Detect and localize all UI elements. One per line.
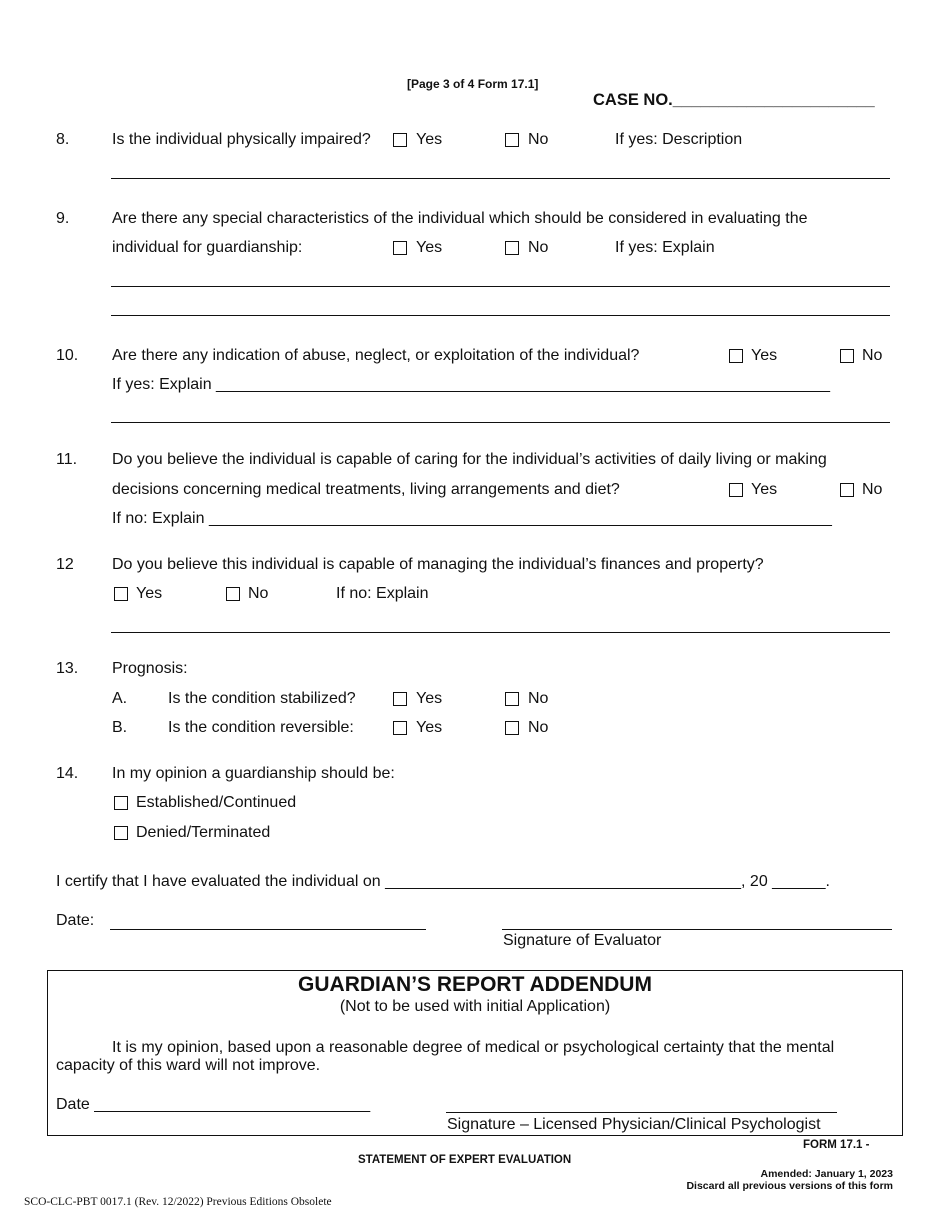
certification-date-field[interactable]: I certify that I have evaluated the individual on ________________________________________, 20 ______. <box>56 873 830 890</box>
yes-label: Yes <box>751 481 778 498</box>
question-text-continued: decisions concerning medical treatments, living arrangements and diet? <box>112 481 620 498</box>
question-number: 8. <box>56 131 70 148</box>
explain-label: If yes: Explain <box>615 239 715 256</box>
q11-explain-field[interactable]: If no: Explain ______________________________________________________________________ <box>112 510 832 527</box>
form-statement: STATEMENT OF EXPERT EVALUATION <box>358 1154 572 1166</box>
question-text-continued: individual for guardianship: <box>112 239 303 256</box>
question-number: 10. <box>56 347 79 364</box>
option-label: Denied/Terminated <box>136 824 271 841</box>
page-indicator: [Page 3 of 4 Form 17.1] <box>407 77 539 91</box>
q13a-yes-checkbox[interactable] <box>393 692 407 706</box>
question-text: Is the condition stabilized? <box>168 690 356 707</box>
no-label: No <box>528 690 549 707</box>
q10-no-checkbox[interactable] <box>840 349 854 363</box>
item-letter: A. <box>112 690 128 707</box>
q10-explain-line-2[interactable] <box>111 422 890 423</box>
date-label: Date: <box>56 912 95 929</box>
explain-label: If no: Explain <box>336 585 429 602</box>
denied-terminated-checkbox[interactable] <box>114 826 128 840</box>
no-label: No <box>528 239 549 256</box>
yes-label: Yes <box>751 347 778 364</box>
yes-label: Yes <box>416 690 443 707</box>
no-label: No <box>528 131 549 148</box>
question-number: 14. <box>56 765 79 782</box>
yes-label: Yes <box>416 131 443 148</box>
q10-explain-field[interactable]: If yes: Explain _____________________________________________________________________ <box>112 376 831 393</box>
discard-notice: Discard all previous versions of this form <box>686 1180 893 1192</box>
q11-no-checkbox[interactable] <box>840 483 854 497</box>
question-text: Do you believe the individual is capable of caring for the individual’s activities of daily living or making <box>112 451 827 468</box>
question-text: Is the individual physically impaired? <box>112 131 371 148</box>
q12-yes-checkbox[interactable] <box>114 587 128 601</box>
yes-label: Yes <box>136 585 163 602</box>
no-label: No <box>248 585 269 602</box>
signature-label: Signature of Evaluator <box>503 932 662 949</box>
no-label: No <box>862 481 883 498</box>
q9-explain-line-1[interactable] <box>111 286 890 287</box>
q12-no-checkbox[interactable] <box>226 587 240 601</box>
form-number: FORM 17.1 - <box>803 1139 870 1151</box>
question-number: 12 <box>56 556 74 573</box>
q13b-no-checkbox[interactable] <box>505 721 519 735</box>
amended-date: Amended: January 1, 2023 <box>760 1168 893 1180</box>
q8-no-checkbox[interactable] <box>505 133 519 147</box>
form-code: SCO-CLC-PBT 0017.1 (Rev. 12/2022) Previous Editions Obsolete <box>24 1196 332 1208</box>
question-text: In my opinion a guardianship should be: <box>112 765 395 782</box>
prognosis-label: Prognosis: <box>112 660 188 677</box>
q13a-no-checkbox[interactable] <box>505 692 519 706</box>
q9-explain-line-2[interactable] <box>111 315 890 316</box>
addendum-signature-line[interactable] <box>446 1112 837 1113</box>
addendum-title: GUARDIAN’S REPORT ADDENDUM <box>298 973 652 996</box>
q13b-yes-checkbox[interactable] <box>393 721 407 735</box>
question-text: Are there any indication of abuse, neglect, or exploitation of the individual? <box>112 347 640 364</box>
q12-explain-line[interactable] <box>111 632 890 633</box>
q8-yes-checkbox[interactable] <box>393 133 407 147</box>
question-number: 9. <box>56 210 70 227</box>
addendum-signature-label: Signature – Licensed Physician/Clinical Psychologist <box>447 1116 821 1133</box>
description-label: If yes: Description <box>615 131 743 148</box>
question-number: 13. <box>56 660 79 677</box>
q9-yes-checkbox[interactable] <box>393 241 407 255</box>
q9-no-checkbox[interactable] <box>505 241 519 255</box>
question-text: Is the condition reversible: <box>168 719 354 736</box>
yes-label: Yes <box>416 239 443 256</box>
question-text: Do you believe this individual is capable of managing the individual’s finances and property? <box>112 556 764 573</box>
addendum-body-continued: capacity of this ward will not improve. <box>56 1057 321 1074</box>
yes-label: Yes <box>416 719 443 736</box>
evaluator-date-line[interactable] <box>110 929 426 930</box>
addendum-date-field[interactable]: Date _______________________________ <box>56 1096 371 1113</box>
q11-yes-checkbox[interactable] <box>729 483 743 497</box>
established-continued-checkbox[interactable] <box>114 796 128 810</box>
case-number-field[interactable]: CASE NO.______________________ <box>593 91 875 109</box>
addendum-body: It is my opinion, based upon a reasonable degree of medical or psychological certainty that the mental <box>112 1039 835 1056</box>
question-number: 11. <box>56 451 78 468</box>
no-label: No <box>862 347 883 364</box>
no-label: No <box>528 719 549 736</box>
option-label: Established/Continued <box>136 794 297 811</box>
evaluator-signature-line[interactable] <box>502 929 892 930</box>
addendum-subtitle: (Not to be used with initial Application) <box>339 998 611 1015</box>
question-text: Are there any special characteristics of the individual which should be considered in evaluating the <box>112 210 808 227</box>
q8-description-line[interactable] <box>111 178 890 179</box>
item-letter: B. <box>112 719 128 736</box>
q10-yes-checkbox[interactable] <box>729 349 743 363</box>
